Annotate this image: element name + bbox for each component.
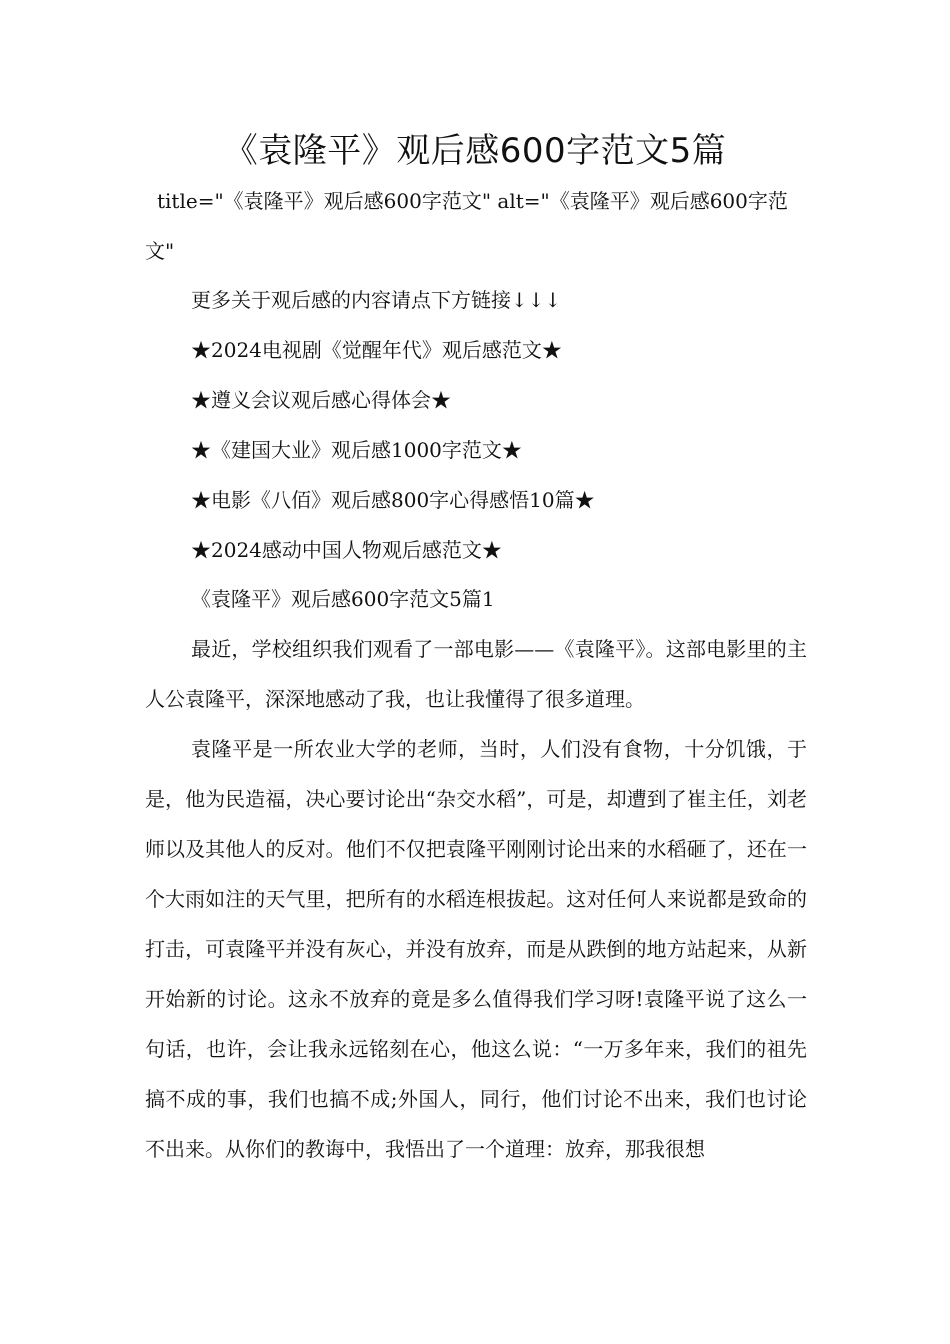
related-links-list <box>145 325 807 575</box>
body-paragraph: 袁隆平是一所农业大学的老师，当时，人们没有食物，十分饥饿，于是，他为民造福，决心要讨论出“杂交水稻”，可是，却遭到了崔主任，刘老师以及其他人的反对。他们不仅把袁隆平刚刚讨论出来的水稻砸了，还在一个大雨如注的天气里，把所有的水稻连根拔起。这对任何人来说都是致命的打击，可袁隆平并没有灰心，并没有放弃，而是从跌倒的地方站起来，从新开始新的讨论。这永不放弃的竟是多么值得我们学习呀!袁隆平说了这么一句话，也许，会让我永远铭刻在心，他这么说：“一万多年来，我们的祖先搞不成的事，我们也搞不成;外国人，同行，他们讨论不出来，我们也讨论不出来。从你们的教诲中，我悟出了一个道理：放弃，那我很想 <box>145 737 807 1161</box>
image-meta-text: title="《袁隆平》观后感600字范文" alt="《袁隆平》观后感600字范文" <box>145 189 788 263</box>
related-link-zunyi-meeting[interactable]: ★遵义会议观后感心得体会★ <box>191 388 451 412</box>
related-link-founding-of-republic[interactable]: ★《建国大业》观后感1000字范文★ <box>191 438 522 462</box>
related-link-the-eight-hundred[interactable]: ★电影《八佰》观后感800字心得感悟10篇★ <box>191 488 595 512</box>
related-link-awakening-age[interactable]: ★2024电视剧《觉醒年代》观后感范文★ <box>191 338 562 362</box>
links-intro: 更多关于观后感的内容请点下方链接↓↓↓ <box>191 288 562 312</box>
section-heading: 《袁隆平》观后感600字范文5篇1 <box>191 587 495 611</box>
related-link-touching-china[interactable]: ★2024感动中国人物观后感范文★ <box>191 538 502 562</box>
body-paragraph: 最近，学校组织我们观看了一部电影——《袁隆平》。这部电影里的主人公袁隆平，深深地感动了我，也让我懂得了很多道理。 <box>145 637 807 711</box>
document-title: 《袁隆平》观后感600字范文5篇 <box>223 131 727 171</box>
